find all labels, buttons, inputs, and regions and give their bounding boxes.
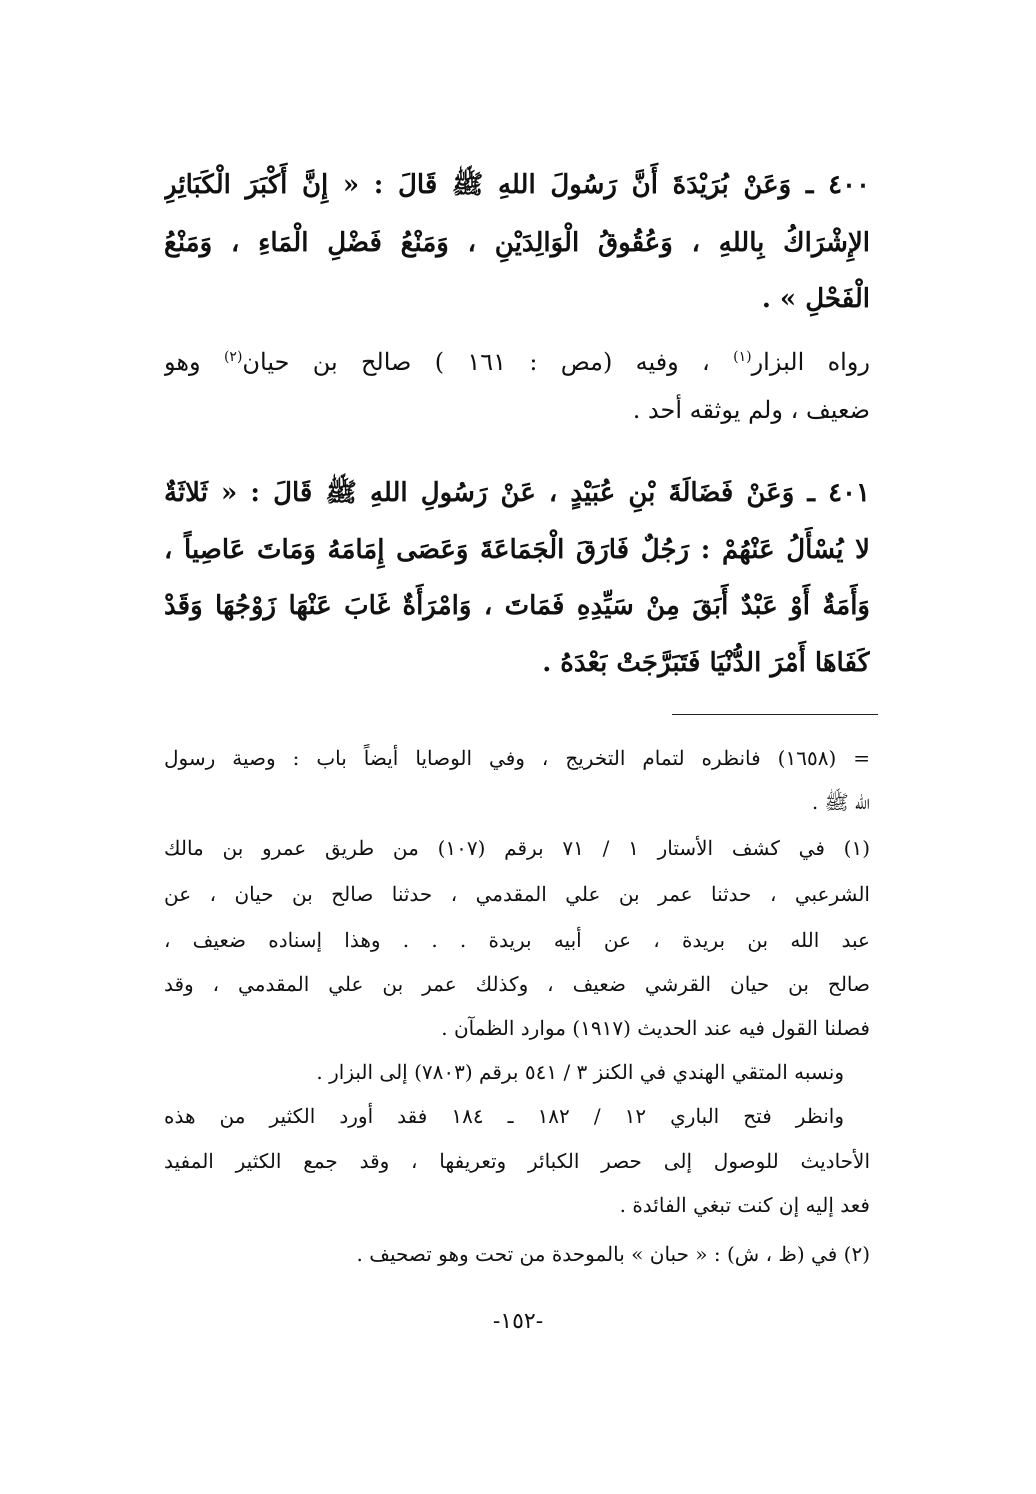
commentary-text: رواه البزار <box>751 348 870 376</box>
footnote-continuation-line-2: الله ﷺ . <box>811 790 870 814</box>
footnote-1-paragraph-2: ونسبه المتقي الهندي في الكنز ٣ / ٥٤١ برقم (٧٨٠٣) إلى البزار . <box>316 1060 844 1084</box>
hadith-401-line-4: كَفَاهَا أَمْرَ الدُّنْيَا فَتَبَرَّجَتْ بَعْدَهُ . <box>542 648 870 678</box>
footnote-1-paragraph-3-line-2: الأحاديث للوصول إلى حصر الكبائر وتعريفها ، وقد جمع الكثير المفيد <box>164 1149 870 1173</box>
hadith-401-line-2: لا يُسْأَلُ عَنْهُمْ : رَجُلٌ فَارَقَ الْجَمَاعَةَ وَعَصَى إِمَامَهُ وَمَاتَ عَاصِياً ، <box>164 535 870 565</box>
footnote-1-line-1: (١) في كشف الأستار ١ / ٧١ برقم (١٠٧) من طريق عمرو بن مالك <box>164 836 870 860</box>
commentary-400-line-1 <box>164 335 870 379</box>
footnote-1-paragraph-3-line-3: فعد إليه إن كنت تبغي الفائدة . <box>619 1193 870 1217</box>
footnote-1-line-2: الشرعبي ، حدثنا عمر بن علي المقدمي ، حدثنا صالح بن حيان ، عن <box>164 882 870 906</box>
footnote-ref-2: (٢) <box>223 349 243 365</box>
footnote-1-line-5: فصلنا القول فيه عند الحديث (١٩١٧) موارد الظمآن . <box>441 1016 870 1040</box>
hadith-400-line-3: الْفَحْلِ » . <box>761 284 870 314</box>
page-number: -١٥٢- <box>492 1309 544 1334</box>
footnote-1-paragraph-3-line-1: وانظر فتح الباري ١٢ / ١٨٢ ـ ١٨٤ فقد أورد الكثير من هذه <box>164 1104 845 1128</box>
footnote-continuation-line-1: = (١٦٥٨) فانظره لتمام التخريج ، وفي الوصايا أيضاً باب : وصية رسول <box>164 746 870 770</box>
hadith-400-line-2: الإِشْرَاكُ بِاللهِ ، وَعُقُوقُ الْوَالِدَيْنِ ، وَمَنْعُ فَضْلِ الْمَاءِ ، وَمَنْعُ <box>164 228 870 258</box>
footnote-2: (٢) في (ظ ، ش) : « حبان » بالموحدة من تحت وهو تصحيف . <box>356 1242 870 1266</box>
commentary-400-line-2: ضعيف ، ولم يوثقه أحد . <box>632 396 870 424</box>
footnote-1-line-3: عبد الله بن بريدة ، عن أبيه بريدة . . . وهذا إسناده ضعيف ، <box>164 928 870 952</box>
footnote-1-line-4: صالح بن حيان القرشي ضعيف ، وكذلك عمر بن علي المقدمي ، وقد <box>164 972 870 996</box>
footnote-separator <box>672 714 878 715</box>
commentary-text: وهو <box>164 348 224 376</box>
hadith-401-line-1: ٤٠١ ـ وَعَنْ فَضَالَةَ بْنِ عُبَيْدٍ ، عَنْ رَسُولِ اللهِ ﷺ قَالَ : « ثَلاثَةٌ <box>164 478 870 508</box>
commentary-text: ، وفيه (مص : ١٦١ ) صالح بن حيان <box>242 348 734 376</box>
hadith-401-line-3: وَأَمَةٌ أَوْ عَبْدٌ أَبَقَ مِنْ سَيِّدِهِ فَمَاتَ ، وَامْرَأَةٌ غَابَ عَنْهَا زَوْجُهَا وَقَدْ <box>164 591 870 621</box>
hadith-400-line-1: ٤٠٠ ـ وَعَنْ بُرَيْدَةَ أَنَّ رَسُولَ اللهِ ﷺ قَالَ : « إِنَّ أَكْبَرَ الْكَبَائِرِ <box>164 170 870 200</box>
footnote-ref-1: (١) <box>733 349 752 365</box>
